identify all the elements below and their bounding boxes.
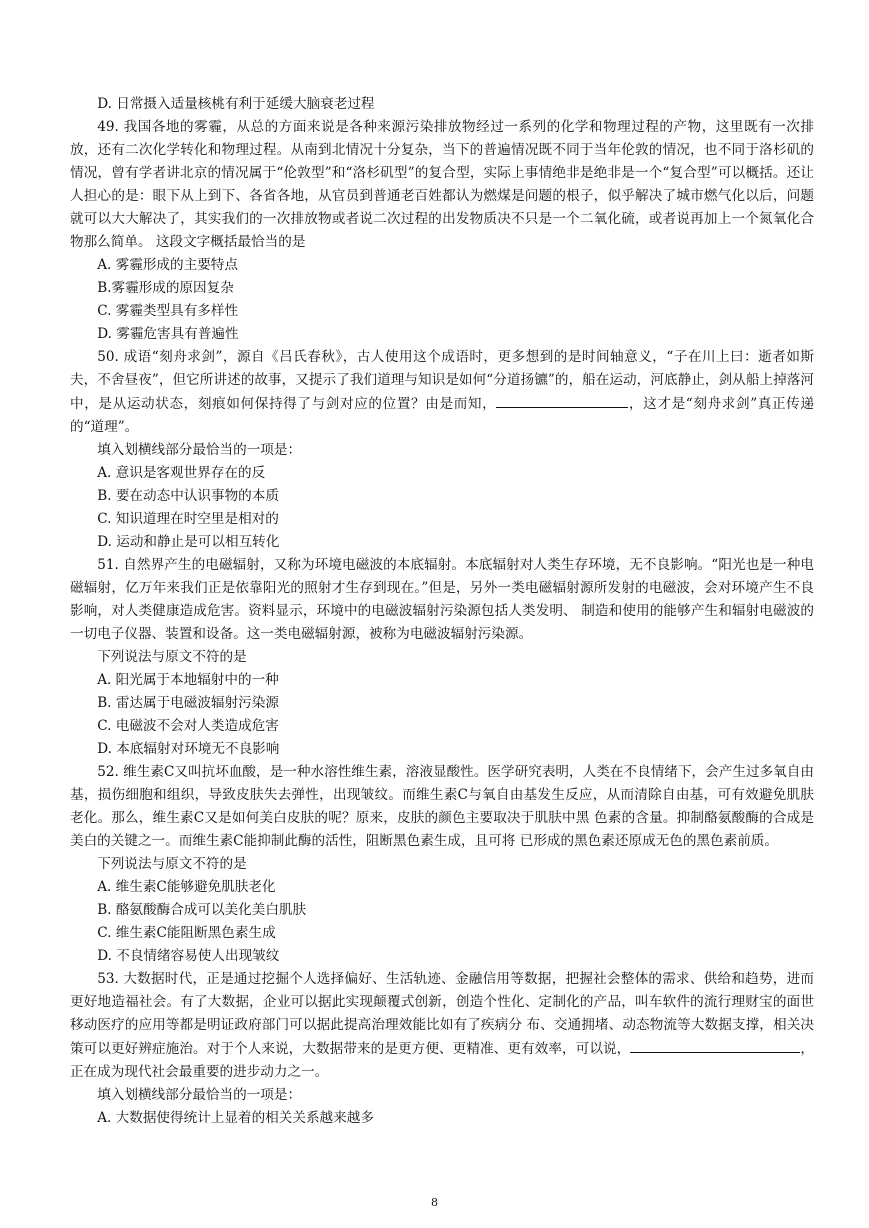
- page-number: 8: [431, 1196, 438, 1209]
- q49-option-b: B.雾霾形成的原因复杂: [97, 280, 234, 296]
- q52-prompt: 下列说法与原文不符的是: [97, 856, 247, 872]
- q50-stem-before: 50. 成语“刻舟求剑”，源自《吕氏春秋》，古人使用这个成语时，更多想到的是时间轴意义，“子在川上曰：逝者如斯夫，不舍昼夜”，但它所讲述的故事，又提示了我们道理与知识是如何“分道扬镳”的，船在运动，河底静止，剑从船上掉落河中，是从运动状态，刻痕如何保持得了与剑对应的位置？由是而知，: [70, 349, 814, 412]
- q51-option-b: B. 雷达属于电磁波辐射污染源: [97, 695, 279, 711]
- q48-option-d: D. 日常摄入适量核桃有利于延缓大脑衰老过程: [97, 96, 375, 112]
- q53-stem-before: 53. 大数据时代，正是通过挖掘个人选择偏好、生活轨迹、金融信用等数据，把握社会整体的需求、供给和趋势，进而更好地造福社会。有了大数据，企业可以据此实现颠覆式创新，创造个性化、定制化的产品，叫车软件的流行理财宝的面世移动医疗的应用等都是明证政府部门可以据此提高治理效能比如有了疾病分 布、交通拥堵、动态物流等大数据支撑，相关决策可以更好辨症施治。对于个人来说，大数据带来的是更方便、更精准、更有效率，可以说，: [70, 971, 814, 1057]
- q53-prompt: 填入划横线部分最恰当的一项是：: [97, 1087, 302, 1103]
- q50-stem-after: ，这才是“刻舟求剑”真正传递的“道理”。: [70, 396, 814, 435]
- q51-option-d: D. 本底辐射对环境无不良影响: [97, 741, 280, 757]
- q50-answer-blank: [496, 392, 628, 408]
- q52-stem: 52. 维生素C又叫抗坏血酸，是一种水溶性维生素，溶液显酸性。医学研究表明，人类在不良情绪下，会产生过多氧自由基，损伤细胞和组织，导致皮肤失去弹性，出现皱纹。而维生素C与氧自由基发生反应，从而清除自由基，可有效避免肌肤老化。那么，维生素C又是如何美白皮肤的呢？原来，皮肤的颜色主要取决于肌肤中黑 色素的含量。抑制酪氨酸酶的合成是美白的关键之一。而维生素C能抑制此酶的活性，阻断黑色素生成，且可将 已形成的黑色素还原成无色的黑色素前质。: [70, 764, 814, 849]
- q49-option-d: D. 雾霾危害具有普遍性: [97, 326, 239, 342]
- q49-option-a: A. 雾霾形成的主要特点: [97, 257, 238, 273]
- q52-option-a: A. 维生素C能够避免肌肤老化: [97, 879, 276, 895]
- exam-page: [70, 93, 814, 1130]
- q53-stem-after: ，正在成为现代社会最重要的进步动力之一。: [70, 1041, 815, 1080]
- q50-option-c: C. 知识道理在时空里是相对的: [97, 511, 279, 527]
- q51-option-c: C. 电磁波不会对人类造成危害: [97, 718, 279, 734]
- q52-option-d: D. 不良情绪容易使人出现皱纹: [97, 948, 280, 964]
- q52-option-c: C. 维生素C能阻断黑色素生成: [97, 925, 276, 941]
- q50-option-a: A. 意识是客观世界存在的反: [97, 465, 266, 481]
- q50-option-d: D. 运动和静止是可以相互转化: [97, 534, 280, 550]
- q53-answer-blank: [630, 1037, 800, 1053]
- q50-prompt: 填入划横线部分最恰当的一项是：: [97, 442, 302, 458]
- q49-option-c: C. 雾霾类型具有多样性: [97, 303, 239, 319]
- q49-stem: 49. 我国各地的雾霾，从总的方面来说是各种来源污染排放物经过一系列的化学和物理过程的产物，这里既有一次排放，还有二次化学转化和物理过程。从南到北情况十分复杂，当下的普遍情况既不同于当年伦敦的情况，也不同于洛杉矶的情况，曾有学者讲北京的情况属于“伦敦型”和“洛杉矶型”的复合型，实际上事情绝非是绝非是一个“复合型”可以概括。还让人担心的是：眼下从上到下、各省各地，从官员到普通老百姓都认为燃煤是问题的根子，似乎解决了城市燃气化以后，问题就可以大大解决了，其实我们的一次排放物或者说二次过程的出发物质决不只是一个二氧化硫，或者说再加上一个氮氧化合物那么简单。 这段文字概括最恰当的是: [70, 119, 814, 250]
- q50-option-b: B. 要在动态中认识事物的本质: [97, 488, 279, 504]
- q51-prompt: 下列说法与原文不符的是: [97, 649, 247, 665]
- q50-stem: [70, 346, 814, 439]
- q53-option-a: A. 大数据使得统计上显着的相关关系越来越多: [97, 1110, 374, 1126]
- q53-stem: [70, 968, 814, 1084]
- q52-option-b: B. 酪氨酸酶合成可以美化美白肌肤: [97, 902, 307, 918]
- q51-option-a: A. 阳光属于本地辐射中的一种: [97, 672, 279, 688]
- q51-stem: 51. 自然界产生的电磁辐射，又称为环境电磁波的本底辐射。本底辐射对人类生存环境，无不良影响。“阳光也是一种电磁辐射，亿万年来我们正是依靠阳光的照射才生存到现在。”但是，另外一类电磁辐射源所发射的电磁波，会对环境产生不良影响，对人类健康造成危害。资料显示，环境中的电磁波辐射污染源包括人类发明、 制造和使用的能够产生和辐射电磁波的一切电子仪器、装置和设备。这一类电磁辐射源，被称为电磁波辐射污染源。: [70, 557, 814, 642]
